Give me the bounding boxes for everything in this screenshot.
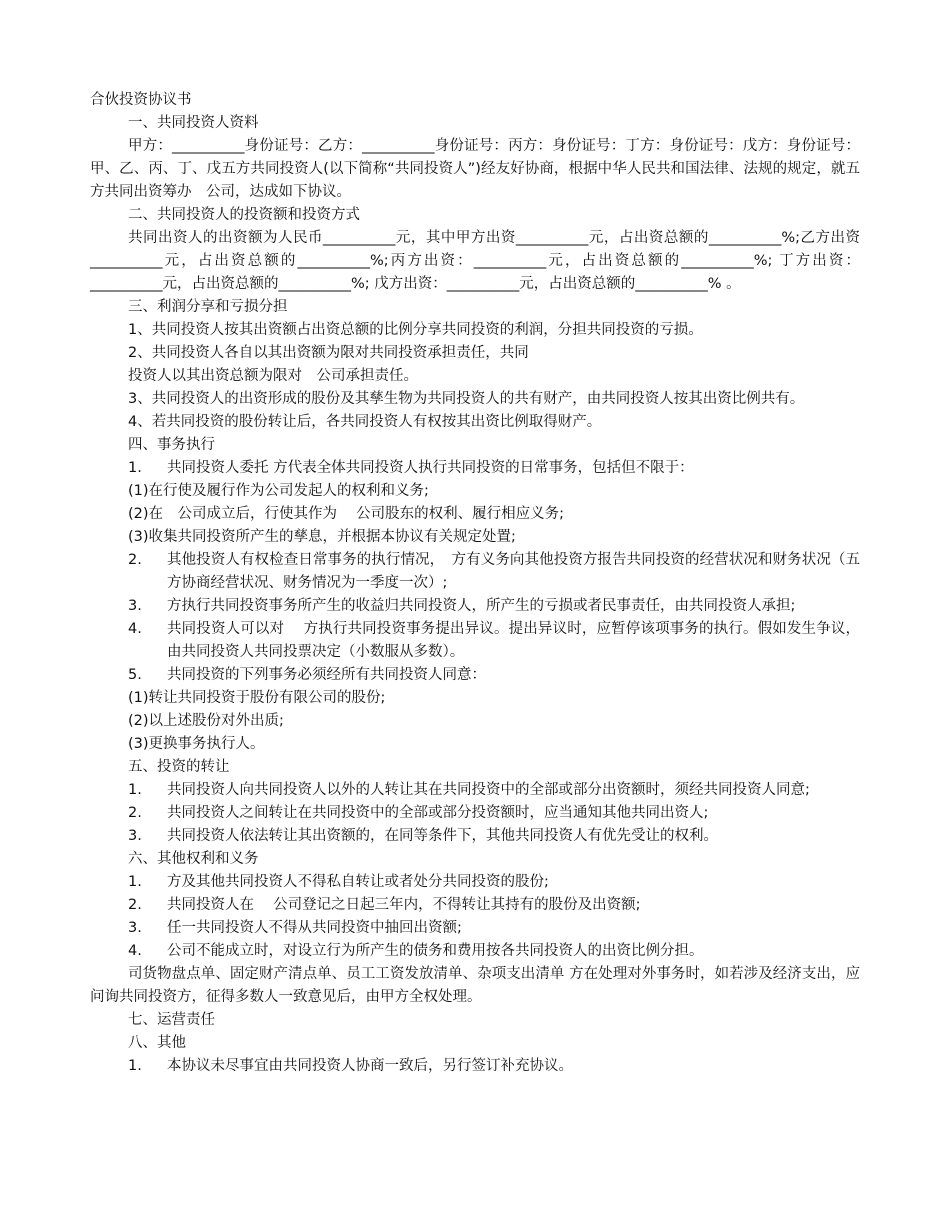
section-heading-6: 六、其他权利和义务 [128,851,259,867]
item-number: 2. [128,552,142,568]
section-4-item [90,595,860,618]
section-4-item [90,618,860,664]
item-number: 2. [128,805,142,821]
section-heading-1: 一、共同投资人资料 [128,115,259,131]
section-heading-4: 四、事务执行 [128,437,215,453]
item-text: 共同投资人之间转让在共同投资中的全部或部分投资额时，应当通知其他共同出资人; [167,805,709,821]
section-6-item [90,871,860,894]
item-text: 共同投资人可以对 方执行共同投资事务提出异议。提出异议时，应暂停该项事务的执行。假如发生争议，由共同投资人共同投票决定（小数服从多数）。 [167,621,860,660]
item-number: 3. [128,920,142,936]
item-text: 其他投资人有权检查日常事务的执行情况， 方有义务向其他投资方报告共同投资的经营状况和财务状况（五方协商经营状况、财务情况为一季度一次）; [167,552,860,591]
section-4-subitem: (3)更换事务执行人。 [128,736,265,752]
section-5-item [90,802,860,825]
item-text: 共同投资人向共同投资人以外的人转让其在共同投资中的全部或部分出资额时，须经共同投资人同意; [167,782,810,798]
item-number: 1. [128,1058,142,1074]
section-6-item [90,940,860,963]
section-6-extra-paragraph: 司货物盘点单、固定财产清点单、员工工资发放清单、杂项支出清单 方在处理对外事务时，如若涉及经济支出，应问询共同投资方，征得多数人一致意见后，由甲方全权处理。 [90,966,860,1005]
item-number: 1. [128,460,142,476]
section-2-paragraph: 共同出资人的出资额为人民币__________元，其中甲方出资__________元，占出资总额的__________%;乙方出资__________元，占出资总额的__________%;丙方出资：__________元，占出资总额的__________%; 丁方出资：__________元，占出资总额的__________%; 戊方出资：__________元，占出资总额的__________% 。 [90,230,860,292]
section-heading-7: 七、运营责任 [128,1012,215,1028]
section-5-item [90,779,860,802]
section-4-subitem: (3)收集共同投资所产生的孳息，并根据本协议有关规定处置; [128,529,516,545]
item-text: 共同投资的下列事务必须经所有共同投资人同意： [167,667,486,683]
section-3-item-4: 4、若共同投资的股份转让后，各共同投资人有权按其出资比例取得财产。 [128,414,602,430]
section-5-item [90,825,860,848]
section-4-subitem: (2)在 公司成立后，行使其作为 公司股东的权利、履行相应义务; [128,506,565,522]
item-text: 本协议未尽事宜由共同投资人协商一致后，另行签订补充协议。 [167,1058,573,1074]
section-4-item [90,457,860,480]
section-6-item [90,894,860,917]
item-number: 3. [128,598,142,614]
item-number: 4. [128,621,142,637]
section-heading-2: 二、共同投资人的投资额和投资方式 [128,207,360,223]
section-3-item-1: 1、共同投资人按其出资额占出资总额的比例分享共同投资的利润，分担共同投资的亏损。 [128,322,703,338]
section-4-item [90,664,860,687]
item-number: 4. [128,943,142,959]
section-heading-3: 三、利润分享和亏损分担 [128,299,288,315]
item-number: 1. [128,782,142,798]
section-4-subitem: (2)以上述股份对外出质; [128,713,284,729]
document-title: 合伙投资协议书 [90,92,192,108]
item-text: 任一共同投资人不得从共同投资中抽回出资额; [167,920,462,936]
item-text: 共同投资人委托 方代表全体共同投资人执行共同投资的日常事务，包括但不限于： [167,460,694,476]
section-4-subitem: (1)在行使及履行作为公司发起人的权利和义务; [128,483,429,499]
item-text: 共同投资人在 公司登记之日起三年内，不得转让其持有的股份及出资额; [167,897,641,913]
section-heading-8: 八、其他 [128,1035,186,1051]
item-number: 2. [128,897,142,913]
section-6-item [90,917,860,940]
section-3-item-2: 2、共同投资人各自以其出资额为限对共同投资承担责任，共同 [128,345,529,361]
section-3-item-3: 3、共同投资人的出资形成的股份及其孳生物为共同投资人的共有财产，由共同投资人按其出资比例共有。 [128,391,805,407]
item-text: 方执行共同投资事务所产生的收益归共同投资人，所产生的亏损或者民事责任，由共同投资人承担; [167,598,796,614]
section-4-subitem: (1)转让共同投资于股份有限公司的股份; [128,690,386,706]
section-8-item [90,1055,860,1078]
section-heading-5: 五、投资的转让 [128,759,230,775]
section-1-paragraph: 甲方：__________身份证号：乙方：__________身份证号：丙方：身份证号：丁方：身份证号：戊方：身份证号：甲、乙、丙、丁、戊五方共同投资人(以下简称“共同投资人”)经友好协商，根据中华人民共和国法律、法规的规定，就五方共同出资筹办 公司，达成如下协议。 [90,138,860,200]
item-number: 3. [128,828,142,844]
item-number: 5. [128,667,142,683]
item-text: 方及其他共同投资人不得私自转让或者处分共同投资的股份; [167,874,549,890]
item-text: 共同投资人依法转让其出资额的，在同等条件下，其他共同投资人有优先受让的权利。 [167,828,718,844]
item-number: 1. [128,874,142,890]
section-4-item [90,549,860,595]
section-3-item-2-continued: 投资人以其出资总额为限对 公司承担责任。 [128,368,418,384]
item-text: 公司不能成立时，对设立行为所产生的债务和费用按各共同投资人的出资比例分担。 [167,943,704,959]
